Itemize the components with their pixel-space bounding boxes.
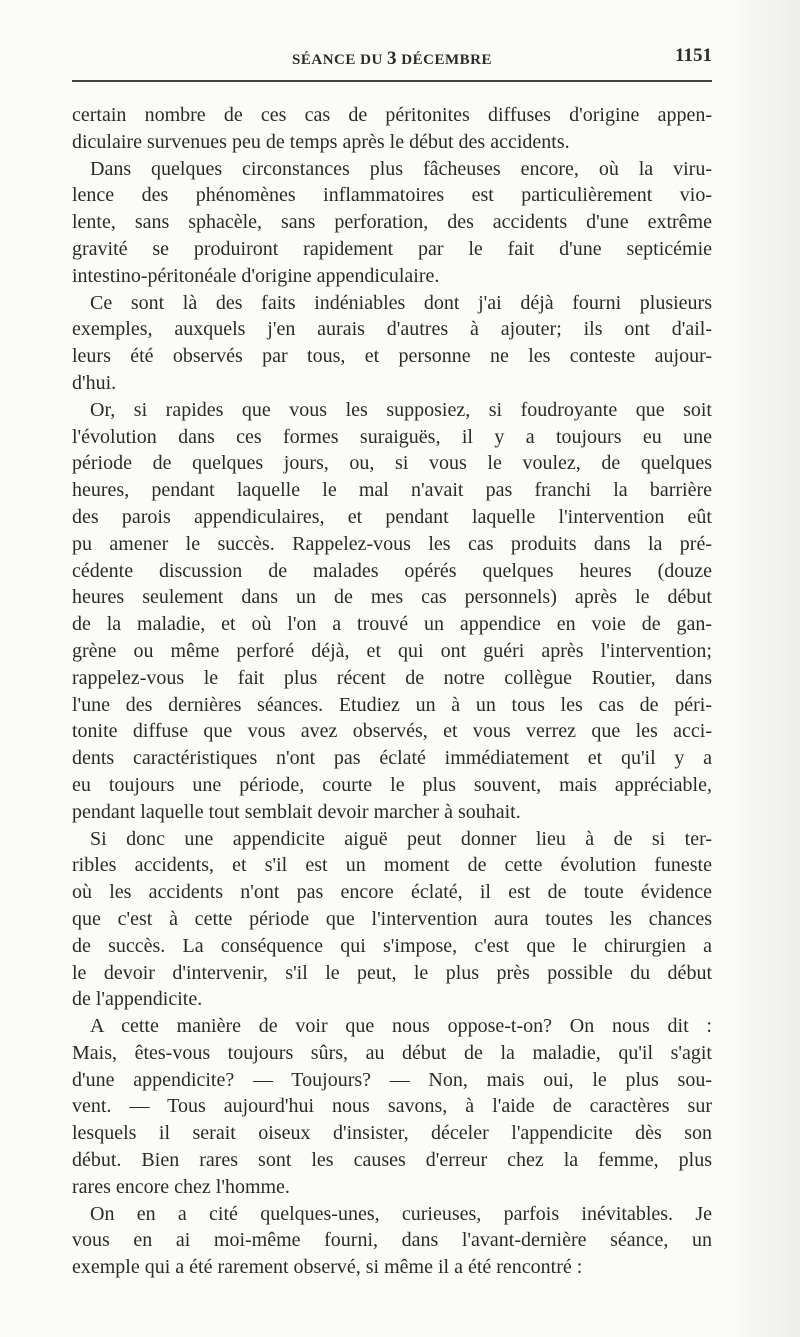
text-line: gravité se produiront rapidement par le fait d'une septicémie [72, 237, 712, 260]
paragraph [72, 290, 712, 397]
text-line: ribles accidents, et s'il est un moment de cette évolution funeste [72, 854, 712, 877]
page-edge-shading [730, 0, 800, 1337]
text-line: grène ou même perforé déjà, et qui ont guéri après l'intervention; [72, 639, 712, 662]
text-line: exemples, auxquels j'en aurais d'autres à ajouter; ils ont d'ail- [72, 318, 712, 341]
text-line: de succès. La conséquence qui s'impose, c'est que le chirurgien a [72, 934, 712, 957]
text-line: pu amener le succès. Rappelez-vous les cas produits dans la pré- [72, 532, 712, 555]
text-line: d'une appendicite? — Toujours? — Non, mais oui, le plus sou- [72, 1068, 712, 1091]
running-title [72, 48, 712, 70]
paragraph [72, 826, 712, 1014]
text-line: vent. — Tous aujourd'hui nous savons, à l'aide de caractères sur [72, 1095, 712, 1118]
text-line: exemple qui a été rarement observé, si même il a été rencontré : [72, 1256, 583, 1279]
paragraph [72, 1201, 712, 1281]
text-line: cédente discussion de malades opérés quelques heures (douze [72, 559, 712, 582]
text-line: lente, sans sphacèle, sans perforation, des accidents d'une extrême [72, 211, 712, 234]
text-line: des parois appendiculaires, et pendant laquelle l'intervention eût [72, 505, 712, 528]
text-line: heures seulement dans un de mes cas personnels) après le début [72, 586, 712, 609]
text-line: intestino-péritonéale d'origine appendiculaire. [72, 264, 440, 287]
text-line: diculaire survenues peu de temps après le début des accidents. [72, 130, 570, 153]
text-line: rappelez-vous le fait plus récent de notre collègue Routier, dans [72, 666, 712, 689]
text-line: tonite diffuse que vous avez observés, et vous verrez que les acci- [72, 720, 712, 743]
text-line: On en a cité quelques-unes, curieuses, parfois inévitables. Je [90, 1202, 712, 1225]
running-title-post: DÉCEMBRE [397, 52, 492, 68]
text-line: pendant laquelle tout semblait devoir marcher à souhait. [72, 800, 521, 823]
text-line: Dans quelques circonstances plus fâcheuses encore, où la viru- [90, 157, 712, 180]
text-line: de la maladie, et où l'on a trouvé un appendice en voie de gan- [72, 613, 712, 636]
paragraph [72, 102, 712, 156]
text-line: que c'est à cette période que l'intervention aura toutes les chances [72, 907, 712, 930]
text-line: rares encore chez l'homme. [72, 1175, 290, 1198]
text-line: l'une des dernières séances. Etudiez un à un tous les cas de péri- [72, 693, 712, 716]
text-line: Mais, êtes-vous toujours sûrs, au début de la maladie, qu'il s'agit [72, 1041, 712, 1064]
text-line: A cette manière de voir que nous oppose-t-on? On nous dit : [90, 1015, 712, 1038]
running-title-number: 3 [387, 48, 398, 69]
text-line: lesquels il serait oiseux d'insister, déceler l'appendicite dès son [72, 1122, 712, 1145]
text-line: le devoir d'intervenir, s'il le peut, le plus près possible du début [72, 961, 712, 984]
text-line: eu toujours une période, courte le plus souvent, mais appréciable, [72, 773, 712, 796]
text-line: de l'appendicite. [72, 988, 203, 1011]
text-line: Or, si rapides que vous les supposiez, si foudroyante que soit [90, 398, 712, 421]
text-line: d'hui. [72, 371, 117, 394]
text-line: lence des phénomènes inflammatoires est particulièrement vio- [72, 184, 712, 207]
header-rule [72, 80, 712, 82]
body-text [72, 102, 712, 1281]
running-header [72, 44, 712, 72]
text-line: vous en ai moi-même fourni, dans l'avant-dernière séance, un [72, 1229, 712, 1252]
text-line: l'évolution dans ces formes suraiguës, il y a toujours eu une [72, 425, 712, 448]
paragraph [72, 1013, 712, 1201]
paragraph [72, 156, 712, 290]
page-number: 1151 [675, 45, 712, 66]
text-line: heures, pendant laquelle le mal n'avait pas franchi la barrière [72, 479, 712, 502]
running-title-pre: SÉANCE DU [292, 52, 388, 68]
text-line: Si donc une appendicite aiguë peut donner lieu à de si ter- [90, 827, 712, 850]
text-line: Ce sont là des faits indéniables dont j'ai déjà fourni plusieurs [90, 291, 712, 314]
text-line: leurs été observés par tous, et personne ne les conteste aujour- [72, 345, 712, 368]
text-line: période de quelques jours, ou, si vous le voulez, de quelques [72, 452, 712, 475]
text-line: certain nombre de ces cas de péritonites diffuses d'origine appen- [72, 104, 712, 126]
paragraph [72, 397, 712, 826]
text-line: dents caractéristiques n'ont pas éclaté immédiatement et qu'il y a [72, 747, 712, 770]
text-line: où les accidents n'ont pas encore éclaté, il est de toute évidence [72, 881, 712, 904]
text-line: début. Bien rares sont les causes d'erreur chez la femme, plus [72, 1149, 712, 1172]
